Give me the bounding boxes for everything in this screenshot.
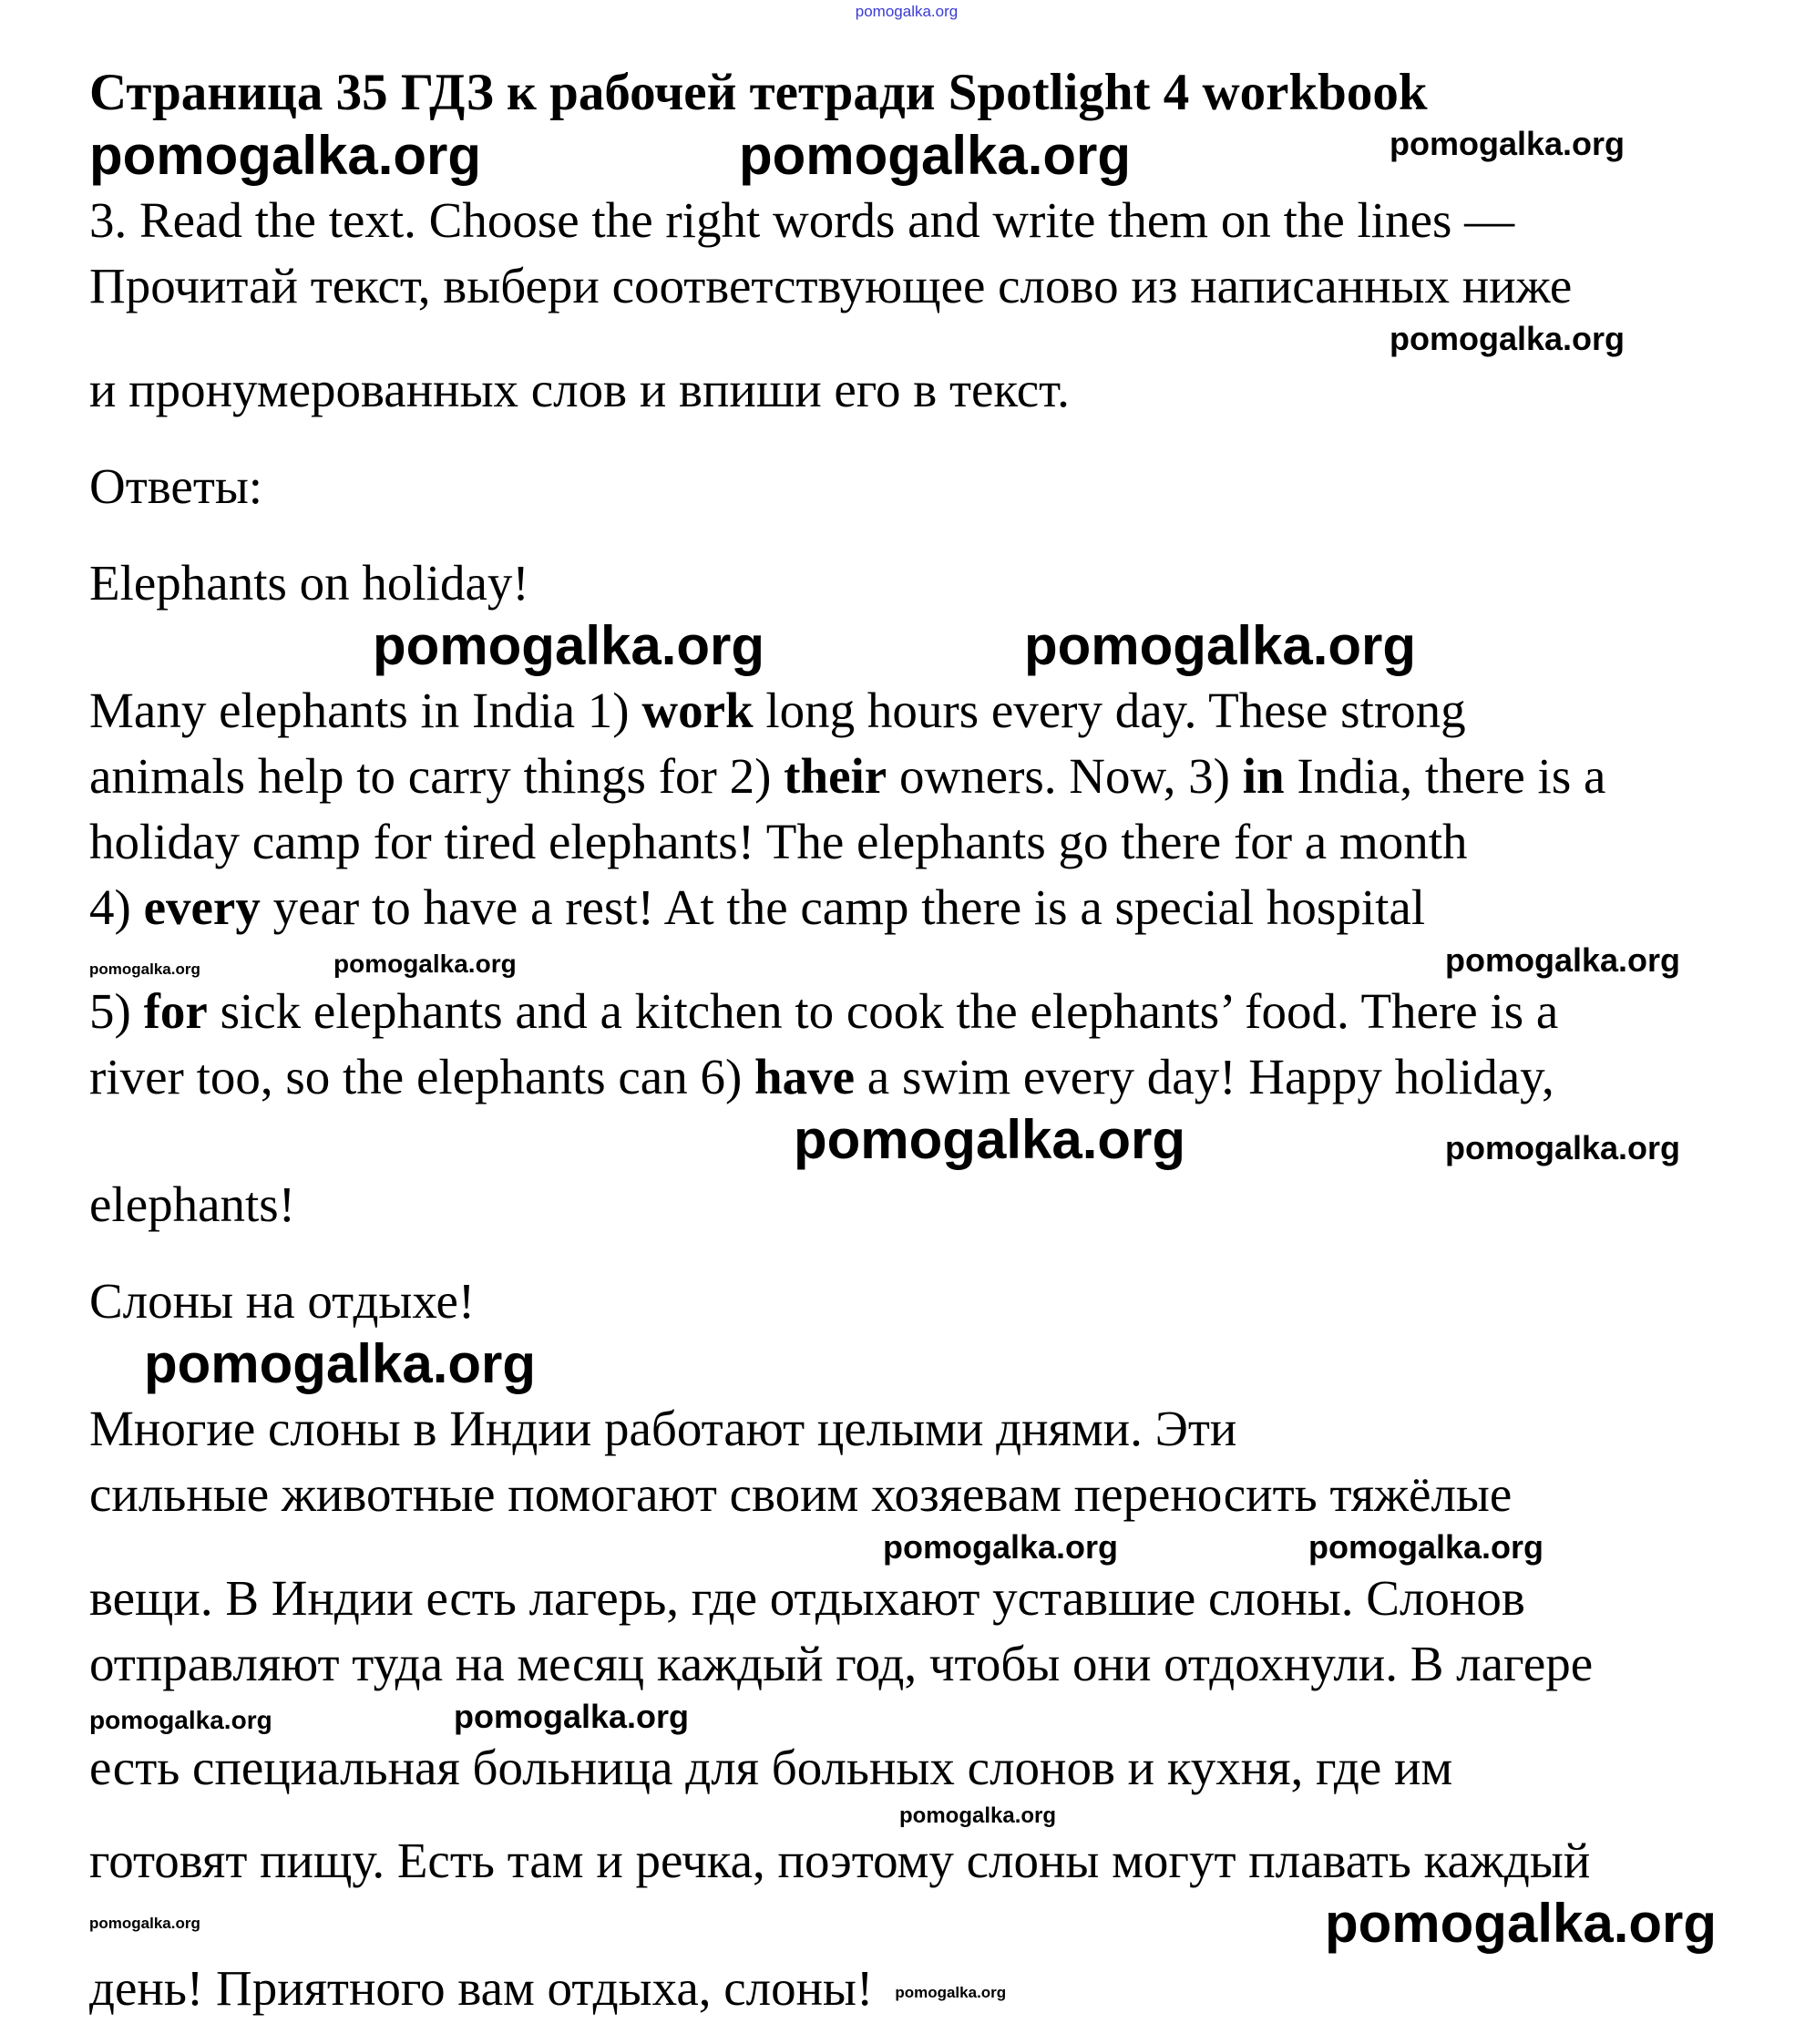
- watermark-row: [0, 1697, 1805, 1735]
- watermark: pomogalka.org: [1390, 125, 1626, 162]
- russian-line: вещи. В Индии есть лагерь, где отдыхают уставшие слоны. Слонов: [89, 1570, 1525, 1626]
- watermark: pomogalka.org: [855, 3, 959, 20]
- english-line: Many elephants in India 1) work long hours every day. These strong: [89, 683, 1466, 738]
- task-line: 3. Read the text. Choose the right words and write them on the lines —: [89, 192, 1515, 248]
- russian-line: сильные животные помогают своим хозяевам переносить тяжёлые: [89, 1466, 1513, 1522]
- watermark: pomogalka.org: [739, 125, 1132, 186]
- watermark: pomogalka.org: [89, 960, 200, 979]
- watermark-row: [0, 126, 1805, 188]
- russian-line: готовят пищу. Есть там и речка, поэтому слоны могут плавать каждый: [89, 1833, 1591, 1888]
- russian-line: отправляют туда на месяц каждый год, чтобы они отдохнули. В лагере: [89, 1636, 1594, 1691]
- russian-line: есть специальная больница для больных слонов и кухня, где им: [89, 1740, 1453, 1795]
- english-line: 4) every year to have a rest! At the camp there is a special hospital: [89, 879, 1426, 935]
- watermark: pomogalka.org: [883, 1528, 1119, 1566]
- answer-word: for: [143, 983, 208, 1039]
- answer-word: their: [784, 748, 887, 804]
- watermark-row: [0, 1334, 1805, 1396]
- watermark: pomogalka.org: [333, 950, 517, 979]
- watermark: pomogalka.org: [1390, 320, 1626, 358]
- answer-word: have: [754, 1049, 856, 1104]
- watermark: pomogalka.org: [454, 1698, 690, 1736]
- watermark-row: [0, 1801, 1805, 1828]
- answer-word: every: [143, 879, 261, 935]
- answer-word: work: [641, 683, 754, 738]
- watermark-row: [0, 319, 1805, 357]
- watermark: pomogalka.org: [373, 615, 765, 676]
- watermark-row: [0, 1110, 1805, 1172]
- watermark: pomogalka.org: [89, 125, 482, 186]
- english-title: Elephants on holiday!: [89, 555, 529, 611]
- watermark-row: [0, 940, 1805, 979]
- watermark: pomogalka.org: [89, 1915, 200, 1932]
- watermark-row: [0, 1894, 1805, 1956]
- answer-word: in: [1242, 748, 1285, 804]
- watermark: pomogalka.org: [1445, 1129, 1681, 1166]
- watermark: pomogalka.org: [1325, 1893, 1718, 1954]
- russian-title: Слоны на отдыхе!: [89, 1273, 476, 1329]
- task-line: и пронумерованных слов и впиши его в текст.: [89, 362, 1070, 417]
- english-line: river too, so the elephants can 6) have a swim every day! Happy holiday,: [89, 1049, 1554, 1104]
- page-title: Страница 35 ГДЗ к рабочей тетради Spotlight 4 workbook: [89, 64, 1428, 121]
- answers-label: Ответы:: [89, 458, 263, 514]
- russian-line: день! Приятного вам отдыха, слоны! pomogalka.org: [89, 1960, 1007, 2016]
- watermark: pomogalka.org: [895, 1984, 1007, 2002]
- watermark: pomogalka.org: [89, 1706, 272, 1735]
- watermark: pomogalka.org: [899, 1803, 1057, 1828]
- task-line: Прочитай текст, выбери соответствующее слово из написанных ниже: [89, 258, 1573, 313]
- watermark: pomogalka.org: [1308, 1528, 1544, 1566]
- watermark: pomogalka.org: [144, 1333, 537, 1394]
- watermark-row: [0, 1527, 1805, 1566]
- english-line: holiday camp for tired elephants! The elephants go there for a month: [89, 814, 1468, 869]
- watermark-row: [0, 0, 1805, 24]
- watermark-row: [0, 616, 1805, 678]
- watermark: pomogalka.org: [794, 1109, 1186, 1170]
- english-line: elephants!: [89, 1176, 296, 1232]
- watermark: pomogalka.org: [1024, 615, 1417, 676]
- watermark: pomogalka.org: [1445, 941, 1681, 980]
- english-line: 5) for sick elephants and a kitchen to cook the elephants’ food. There is a: [89, 983, 1559, 1039]
- russian-line: Многие слоны в Индии работают целыми днями. Эти: [89, 1401, 1237, 1456]
- english-line: animals help to carry things for 2) their owners. Now, 3) in India, there is a: [89, 748, 1606, 804]
